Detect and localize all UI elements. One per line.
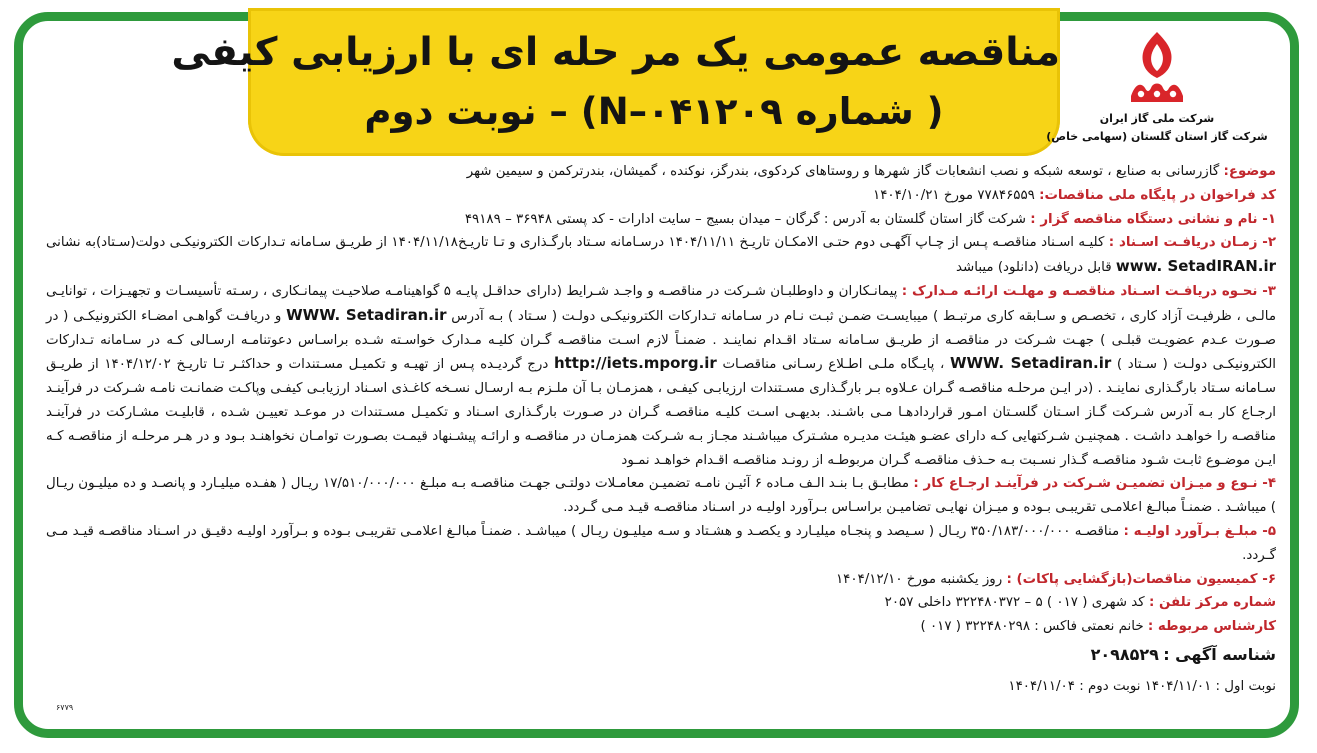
call-code-label: کد فراخوان در پایگاه ملی مناقصات: bbox=[1039, 187, 1276, 203]
item-3-text-a: پیمانـکاران و داوطلبـان شـرکت در مناقصـه و واجـد شـرایط (دارای حداقـل پایـه ۵ گواهینامـه صلاحیـت پیمانـکاری ، رسـته تأسیسـات و تجهیـزات ، توانایـی مالـی ، ظرفیـت آزاد کاری ، تخصـص و سـابقه کاری مرتبـط ) میبایسـت ضمـن ثبـت نـام در سـامانه تـدارکات الکترونیکـی دولـت ( سـتاد ) بـه آدرس bbox=[46, 283, 1276, 324]
item-3-text-b: و دریافـت گواهـی امضـاء الکترونیکـی ( در صـورت عـدم عضویـت قبلـی ) جهـت شـرکت در مناقصـه از طریـق سـامانه سـتاد اقـدام نماینـد . ضمنـاً لازم اسـت مناقصـه گـران کلیـه مـدارک خواسـته شـده براسـاس دعوتنامـه ارسـالی کـه در سـامانه تـدارکات الکترونیکـی دولـت ( سـتاد ) bbox=[46, 308, 1277, 373]
item-4-text: مطابـق بـا بنـد الـف مـاده ۶ آئیـن نامـه تضمیـن معامـلات دولتـی جهـت مناقصـه بـه مبلـغ ۱۷/۵۱۰/۰۰۰/۰۰۰ ریـال ( هفـده میلیـارد و پانصـد و ده میلیـون ریـال ) میباشـد . ضمنـاً مبالـغ اعلامـی تقریبـی بـوده و میـزان نهایـی تضامیـن براسـاس بـرآورد اولیـه در اسـناد مناقصـه قیـد مـی گـردد. bbox=[46, 476, 1276, 516]
footer-code: ۶۷۷۹ bbox=[56, 703, 74, 712]
expert-label: کارشناس مربوطه : bbox=[1147, 619, 1276, 635]
iets-website-link: http://iets.mporg.ir bbox=[553, 354, 717, 373]
item-6-text: روز یکشنبه مورخ ۱۴۰۴/۱۲/۱۰ bbox=[835, 571, 1003, 587]
publication-dates-text: نوبت اول : ۱۴۰۴/۱۱/۰۱ نوبت دوم : ۱۴۰۴/۱۱/۰۴ bbox=[1008, 678, 1276, 694]
ad-id-line bbox=[46, 643, 1276, 669]
subject-text: گازرسانی به صنایع ، توسعه شبکه و نصب انشعابات گاز شهرها و روستاهای کردکوی، بندرگز، نوکنده ، گمیشان، بندرترکمن و سیمین شهر bbox=[466, 164, 1220, 179]
subject-line bbox=[46, 160, 1276, 184]
org-name: شرکت ملی گاز ایران bbox=[1099, 112, 1215, 125]
subject-label: موضوع: bbox=[1223, 164, 1276, 179]
phone-text: کد شهری ( ۰۱۷ ) ۵ – ۳۲۲۴۸۰۳۷۲ داخلی ۲۰۵۷ bbox=[884, 595, 1145, 611]
nigc-flame-icon bbox=[1129, 30, 1185, 108]
call-code-line bbox=[46, 184, 1276, 208]
item-2-label: ۲- زمـان دریافـت اسـناد : bbox=[1108, 235, 1277, 251]
item-5 bbox=[46, 520, 1276, 568]
setad-website-link: www. SetadIRAN.ir bbox=[1115, 257, 1276, 276]
ad-id-label: شناسه آگهی : bbox=[1163, 644, 1276, 664]
company-logo bbox=[1037, 30, 1277, 155]
publication-dates bbox=[46, 675, 1276, 699]
item-2-text-a: کلیـه اسـناد مناقصـه پـس از چـاپ آگهـی دوم حتـی الامکـان تاریـخ ۱۴۰۴/۱۱/۱۱ درسـامانه سـتاد بارگـذاری و تـا تاریـخ۱۴۰۴/۱۱/۱۸ از طریـق سـامانه تـدارکات الکترونیکـی دولت(سـتاد)به نشانی bbox=[46, 235, 1105, 251]
item-6-label: ۶- کمیسیون مناقصات(بازگشایی پاکات) : bbox=[1006, 571, 1276, 587]
call-code-text: ۷۷۸۴۶۵۵۹ مورخ ۱۴۰۴/۱۰/۲۱ bbox=[873, 187, 1035, 203]
item-1-label: ۱- نام و نشانی دستگاه مناقصه گزار : bbox=[1030, 211, 1276, 227]
setad-website-link: WWW. Setadiran.ir bbox=[286, 305, 447, 324]
item-1-text: شرکت گاز استان گلستان به آدرس : گرگان – میدان بسیج – سایت ادارات - کد پستی ۳۶۹۴۸ – ۴۹۱۸۹ bbox=[464, 211, 1027, 227]
item-1 bbox=[46, 208, 1276, 232]
ad-subtitle: ( شماره N–۰۴۱۲۰۹) – نوبت دوم bbox=[364, 90, 944, 133]
item-6 bbox=[46, 568, 1276, 592]
ad-title: مناقصه عمومی یک مر حله ای با ارزیابی کیفی bbox=[171, 30, 1060, 75]
item-5-text: مناقصـه ۳۵۰/۱۸۳/۰۰۰/۰۰۰ ریـال ( سـیصد و پنجـاه میلیـارد و یکصـد و هشـتاد و سـه میلیـون ریـال ) میباشـد . ضمنـاً مبالـغ اعلامـی تقریبـی بـوده و بـرآورد اولیـه دقیـق در اسـناد مناقصـه قیـد مـی گـردد. bbox=[46, 523, 1276, 563]
expert-line bbox=[46, 615, 1276, 639]
ad-body bbox=[46, 160, 1276, 699]
org-subsidiary-name: شرکت گاز استان گلستان (سهامی خاص) bbox=[1046, 130, 1268, 143]
setad-website-link: WWW. Setadiran.ir bbox=[949, 354, 1112, 373]
ad-id-value: ۲۰۹۸۵۲۹ bbox=[1090, 644, 1159, 664]
expert-text: خانم نعمتی فاکس : ۳۲۲۴۸۰۲۹۸ ( ۰۱۷ ) bbox=[920, 619, 1144, 635]
item-3-label: ۳- نحـوه دریافـت اسـناد مناقصـه و مهلـت ارائـه مـدارک : bbox=[901, 283, 1276, 299]
item-4-label: ۴- نـوع و میـزان تضمیـن شـرکت در فرآینـد ارجـاع کار : bbox=[913, 476, 1277, 492]
title-banner bbox=[171, 8, 1060, 156]
item-3-text-c: ، پایـگاه ملـی اطـلاع رسـانی مناقصـات bbox=[722, 357, 945, 373]
item-3 bbox=[46, 280, 1276, 472]
item-5-label: ۵- مبلـغ بـرآورد اولیـه : bbox=[1123, 523, 1276, 539]
item-3-text-d: درج گردیـده پـس از تهیـه و تکمیـل مسـتندات و حداکثـر تـا تاریـخ ۱۴۰۴/۱۲/۰۲ از طریـق سـامانه سـتاد بارگـذاری نماینـد . (در ایـن مرحلـه مناقصـه گـران عـلاوه بـر بارگـذاری مسـتندات ارزیابـی کیفـی ، همزمـان بـا آن ملـزم بـه ارسـال نسـخه کاغـذی اسـناد ارزیابـی کیفـی وپاکـت ضمانـت نامـه شـرکت در فرآینـد ارجـاع کار بـه آدرس شـرکت گـاز اسـتان گلسـتان امـور قراردادهـا مـی باشـند. بدیهـی اسـت کلیـه مناقصـه گـران در صـورت بارگـذاری اسـناد و تکمیـل مسـتندات در موعـد تعییـن شـده ، قابلیـت مشـارکت در فرآینـد مناقصـه را خواهـد داشـت . همچنیـن شـرکتهایی کـه دارای عضـو هیئـت مدیـره مشـترک میباشـند مجـاز بـه شـرکت همزمـان در مناقصـه و ارائـه پیشـنهاد قیمـت بصـورت توامـان نخواهنـد بـود و در هـر مرحلـه از مناقصـه کـه ایـن موضـوع ثابـت شـود مناقصـه گـذار نسـبت بـه حـذف مناقصـه گـران مربوطـه از رونـد مناقصـه اقـدام خواهـد نمـود bbox=[46, 357, 1276, 468]
item-4 bbox=[46, 472, 1276, 520]
item-2-text-b: قابل دریافت (دانلود) میباشد bbox=[955, 260, 1112, 276]
item-2 bbox=[46, 231, 1276, 280]
phone-label: شماره مرکز تلفن : bbox=[1148, 595, 1276, 611]
phone-line bbox=[46, 591, 1276, 615]
